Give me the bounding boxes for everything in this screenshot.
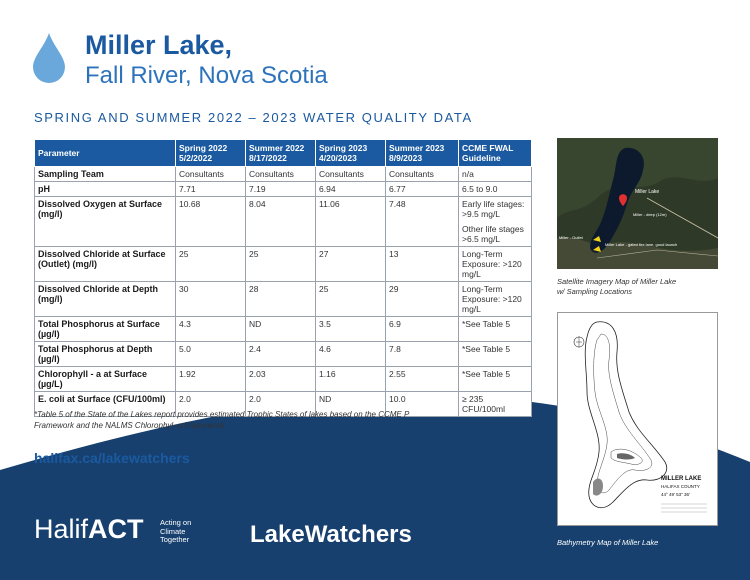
guideline-text: Early life stages: >9.5 mg/L: [462, 199, 525, 219]
section-title: SPRING AND SUMMER 2022 – 2023 WATER QUALITY DATA: [34, 110, 473, 125]
value-cell: 8.04: [246, 197, 316, 247]
parameter-cell: E. coli at Surface (CFU/100ml): [35, 392, 176, 417]
column-header-line: 5/2/2022: [179, 153, 213, 163]
value-cell: Consultants: [176, 167, 246, 182]
parameter-cell: Dissolved Chloride at Surface (Outlet) (mg/l): [35, 247, 176, 282]
column-header-line: 4/20/2023: [319, 153, 357, 163]
value-cell: 2.03: [246, 367, 316, 392]
satellite-map-image: [557, 138, 718, 269]
guideline-text: *See Table 5: [462, 344, 511, 354]
guideline-cell: [459, 392, 532, 417]
column-header-line: Summer 2023: [389, 143, 445, 153]
value-cell: 4.6: [316, 342, 386, 367]
value-cell: Consultants: [246, 167, 316, 182]
value-cell: 1.16: [316, 367, 386, 392]
water-quality-table: [34, 139, 532, 417]
guideline-cell: [459, 367, 532, 392]
guideline-text: Long-Term Exposure: >120 mg/L: [462, 249, 522, 279]
column-header-line: Spring 2022: [179, 143, 228, 153]
value-cell: 25: [316, 282, 386, 317]
caption-line: w/ Sampling Locations: [557, 287, 633, 296]
sat-label-outlet: Miller - Outlet: [559, 235, 583, 240]
parameter-cell: Total Phosphorus at Depth (µg/l): [35, 342, 176, 367]
guideline-cell: [459, 182, 532, 197]
value-cell: 6.94: [316, 182, 386, 197]
logo-act-text: ACT: [88, 514, 144, 544]
bathymetry-map-image: [557, 312, 718, 526]
value-cell: 10.68: [176, 197, 246, 247]
logo-halif-text: Halif: [34, 514, 89, 544]
guideline-text: ≥ 235 CFU/100ml: [462, 394, 505, 414]
column-header: [459, 140, 532, 167]
sat-label-lake: Miller Lake: [635, 189, 660, 195]
column-header-line: 8/9/2023: [389, 153, 423, 163]
guideline-text: *See Table 5: [462, 369, 511, 379]
page-subtitle: Fall River, Nova Scotia: [85, 62, 328, 89]
value-cell: 2.0: [246, 392, 316, 417]
halifact-logo: [34, 514, 144, 545]
logo-tagline-line: Acting on: [160, 518, 192, 527]
satellite-map-caption: [557, 277, 727, 297]
value-cell: 7.8: [386, 342, 459, 367]
table-row: [35, 247, 532, 282]
bathymetry-map-caption: Bathymetry Map of Miller Lake: [557, 538, 659, 547]
value-cell: 2.4: [246, 342, 316, 367]
value-cell: 1.92: [176, 367, 246, 392]
value-cell: 30: [176, 282, 246, 317]
value-cell: Consultants: [386, 167, 459, 182]
column-header: [246, 140, 316, 167]
logo-tagline-line: Climate: [160, 526, 186, 536]
value-cell: 10.0: [386, 392, 459, 417]
table-row: [35, 317, 532, 342]
table-body: [35, 167, 532, 417]
value-cell: 29: [386, 282, 459, 317]
guideline-text: *See Table 5: [462, 319, 511, 329]
guideline-cell: [459, 317, 532, 342]
sat-label-launch: Miller Lake - gated fire lane, good launch: [605, 242, 678, 247]
column-header-line: Spring 2023: [319, 143, 368, 153]
column-header-line: Summer 2022: [249, 143, 305, 153]
table-row: [35, 367, 532, 392]
caption-line: Satellite Imagery Map of Miller Lake: [557, 277, 677, 286]
value-cell: 7.71: [176, 182, 246, 197]
guideline-cell: [459, 247, 532, 282]
parameter-cell: Sampling Team: [35, 167, 176, 182]
lakewatchers-brand: LakeWatchers: [250, 521, 412, 548]
guideline-cell: [459, 197, 532, 247]
parameter-cell: Total Phosphorus at Surface (µg/l): [35, 317, 176, 342]
guideline-cell: [459, 342, 532, 367]
table-header-row: [35, 140, 532, 167]
guideline-cell: [459, 167, 532, 182]
logo-tagline: [160, 519, 191, 545]
table-row: [35, 197, 532, 247]
value-cell: 2.55: [386, 367, 459, 392]
value-cell: Consultants: [316, 167, 386, 182]
guideline-text: n/a: [462, 169, 474, 179]
table-row: [35, 182, 532, 197]
column-header-line: Parameter: [38, 148, 80, 158]
guideline-text: Other life stages >6.5 mg/L: [462, 224, 524, 244]
column-header: [176, 140, 246, 167]
table-row: [35, 282, 532, 317]
bathy-county: HALIFAX COUNTY: [661, 484, 700, 489]
column-header: [316, 140, 386, 167]
column-header-line: CCME FWAL: [462, 143, 514, 153]
logo-tagline-line: Together: [160, 535, 190, 544]
column-header: [386, 140, 459, 167]
value-cell: 7.48: [386, 197, 459, 247]
bathy-title: MILLER LAKE: [661, 476, 702, 482]
parameter-cell: Dissolved Oxygen at Surface (mg/l): [35, 197, 176, 247]
parameter-cell: Dissolved Chloride at Depth (mg/l): [35, 282, 176, 317]
value-cell: 11.06: [316, 197, 386, 247]
value-cell: 7.19: [246, 182, 316, 197]
value-cell: 25: [176, 247, 246, 282]
table-row: [35, 167, 532, 182]
value-cell: 27: [316, 247, 386, 282]
guideline-text: Long-Term Exposure: >120 mg/L: [462, 284, 522, 314]
value-cell: 4.3: [176, 317, 246, 342]
value-cell: 2.0: [176, 392, 246, 417]
guideline-cell: [459, 282, 532, 317]
lakewatchers-link[interactable]: halifax.ca/lakewatchers: [34, 450, 190, 466]
column-header-line: 8/17/2022: [249, 153, 287, 163]
water-drop-icon: [33, 33, 65, 83]
value-cell: 6.77: [386, 182, 459, 197]
page-title: Miller Lake,: [85, 30, 233, 60]
value-cell: ND: [316, 392, 386, 417]
value-cell: ND: [246, 317, 316, 342]
value-cell: 28: [246, 282, 316, 317]
guideline-text: 6.5 to 9.0: [462, 184, 498, 194]
column-header: [35, 140, 176, 167]
table-row: [35, 342, 532, 367]
parameter-cell: Chlorophyll - a at Surface (µg/L): [35, 367, 176, 392]
bathy-coords: 44° 49' 53" 36': [661, 492, 690, 497]
parameter-cell: pH: [35, 182, 176, 197]
table-footnote: *Table 5 of the State of the Lakes report provides estimated Trophic States of lakes based on the CCME P Framework and the NALMS Chlorophyl–a Framework: [34, 410, 410, 430]
value-cell: 25: [246, 247, 316, 282]
value-cell: 13: [386, 247, 459, 282]
value-cell: 6.9: [386, 317, 459, 342]
value-cell: 5.0: [176, 342, 246, 367]
sat-label-deep: Miller - deep (12m): [633, 212, 667, 217]
value-cell: 3.5: [316, 317, 386, 342]
column-header-line: Guideline: [462, 153, 501, 163]
